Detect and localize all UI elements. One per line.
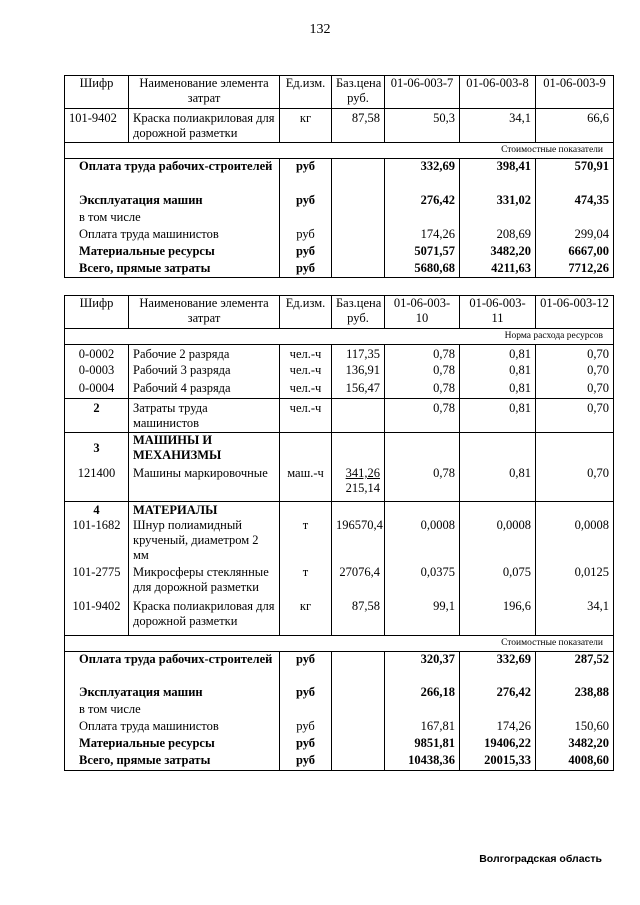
cost-value: 19406,22 (460, 736, 536, 753)
cost-unit: руб (280, 159, 332, 193)
cost-value: 474,35 (536, 193, 614, 210)
group-row (65, 433, 614, 464)
price-cell (332, 399, 385, 433)
resource-table-2 (64, 295, 614, 771)
resource-table-1 (64, 75, 614, 278)
cost-unit: руб (280, 685, 332, 702)
cost-value: 174,26 (460, 719, 536, 736)
cost-row (65, 210, 614, 227)
header-cell: 01-06-003-10 (385, 296, 460, 329)
cost-name: Материальные ресурсы (65, 244, 280, 261)
cost-value: 5071,57 (385, 244, 460, 261)
unit-cell: т (280, 565, 332, 599)
value-cell: 196,6 (460, 599, 536, 635)
cost-unit: руб (280, 651, 332, 685)
cost-name: Оплата труда рабочих-строителей (65, 651, 280, 685)
unit-cell: чел.-ч (280, 345, 332, 363)
name-cell: Машины маркировочные (129, 463, 280, 501)
cost-unit: руб (280, 227, 332, 244)
unit-cell: кг (280, 599, 332, 635)
cost-row (65, 719, 614, 736)
table-row (65, 518, 614, 565)
section-label: Норма расхода ресурсов (65, 329, 614, 345)
group-title: МАТЕРИАЛЫ (129, 501, 280, 518)
cost-name: Оплата труда машинистов (65, 227, 280, 244)
cost-row (65, 753, 614, 770)
name-cell: Рабочий 4 разряда (129, 381, 280, 399)
section-row (65, 635, 614, 651)
group-number: 4 (65, 501, 129, 518)
code-cell: 101-9402 (65, 109, 129, 143)
price-cell: 156,47 (332, 381, 385, 399)
code-cell: 101-9402 (65, 599, 129, 635)
name-cell: Рабочий 3 разряда (129, 363, 280, 381)
unit-cell: т (280, 518, 332, 565)
price-cell (332, 463, 385, 501)
table-row (65, 381, 614, 399)
value-cell: 0,81 (460, 463, 536, 501)
cost-row (65, 244, 614, 261)
cost-name: Эксплуатация машин (65, 685, 280, 702)
cost-name: Эксплуатация машин (65, 193, 280, 210)
table-row (65, 565, 614, 599)
unit-cell: кг (280, 109, 332, 143)
cost-value: 150,60 (536, 719, 614, 736)
cost-row (65, 685, 614, 702)
cost-value: 238,88 (536, 685, 614, 702)
cost-unit: руб (280, 244, 332, 261)
header-cell: 01-06-003-11 (460, 296, 536, 329)
cost-value: 7712,26 (536, 261, 614, 278)
cost-value: 398,41 (460, 159, 536, 193)
section-row (65, 143, 614, 159)
value-cell: 0,78 (385, 463, 460, 501)
price-cell: 27076,4 (332, 565, 385, 599)
price-cell: 117,35 (332, 345, 385, 363)
page-number: 132 (309, 22, 331, 37)
cost-value: 167,81 (385, 719, 460, 736)
cost-value: 9851,81 (385, 736, 460, 753)
unit-cell: чел.-ч (280, 399, 332, 433)
cost-unit: руб (280, 719, 332, 736)
value-cell: 34,1 (536, 599, 614, 635)
header-cell: Шифр (65, 296, 129, 329)
cost-value: 10438,36 (385, 753, 460, 770)
cost-value: 287,52 (536, 651, 614, 685)
header-cell: Наименование элемента затрат (129, 296, 280, 329)
section-row (65, 329, 614, 345)
value-cell: 0,81 (460, 363, 536, 381)
cost-value: 3482,20 (460, 244, 536, 261)
cost-unit: руб (280, 736, 332, 753)
cost-value: 331,02 (460, 193, 536, 210)
value-cell: 0,78 (385, 399, 460, 433)
cost-value: 299,04 (536, 227, 614, 244)
code-cell: 0-0004 (65, 381, 129, 399)
value-cell: 0,70 (536, 381, 614, 399)
table-row (65, 345, 614, 363)
value-cell: 0,70 (536, 363, 614, 381)
value-cell: 99,1 (385, 599, 460, 635)
cost-value: 276,42 (385, 193, 460, 210)
name-cell: Шнур полиамидный крученый, диаметром 2 мм (129, 518, 280, 565)
table-row (65, 363, 614, 381)
value-cell: 0,81 (460, 381, 536, 399)
header-cell: Наименование элемента затрат (129, 76, 280, 109)
price-cell: 136,91 (332, 363, 385, 381)
value-cell: 0,70 (536, 463, 614, 501)
cost-value: 6667,00 (536, 244, 614, 261)
cost-name: в том числе (65, 702, 280, 719)
code-cell: 101-2775 (65, 565, 129, 599)
value-cell: 34,1 (460, 109, 536, 143)
table-row (65, 109, 614, 143)
value-cell: 0,78 (385, 345, 460, 363)
code-cell: 101-1682 (65, 518, 129, 565)
price-cell: 87,58 (332, 109, 385, 143)
value-cell: 0,0008 (460, 518, 536, 565)
name-cell: Затраты труда машинистов (129, 399, 280, 433)
cost-name: Всего, прямые затраты (65, 753, 280, 770)
value-cell: 0,81 (460, 345, 536, 363)
cost-unit: руб (280, 193, 332, 210)
code-cell: 0-0002 (65, 345, 129, 363)
cost-unit: руб (280, 261, 332, 278)
cost-value: 20015,33 (460, 753, 536, 770)
price-value: 341,26 (345, 466, 380, 480)
value-cell: 0,0008 (385, 518, 460, 565)
cost-name: Оплата труда рабочих-строителей (65, 159, 280, 193)
cost-name: Оплата труда машинистов (65, 719, 280, 736)
unit-cell: чел.-ч (280, 381, 332, 399)
unit-cell: маш.-ч (280, 463, 332, 501)
table-row (65, 599, 614, 635)
name-cell: Рабочие 2 разряда (129, 345, 280, 363)
group-number: 2 (65, 399, 129, 433)
value-cell: 0,70 (536, 345, 614, 363)
value-cell: 0,0125 (536, 565, 614, 599)
code-cell: 0-0003 (65, 363, 129, 381)
header-cell: Баз.цена руб. (332, 76, 385, 109)
value-cell: 0,0375 (385, 565, 460, 599)
price-cell: 196570,4 (332, 518, 385, 565)
cost-name: в том числе (65, 210, 280, 227)
cost-row (65, 227, 614, 244)
price-value-secondary: 215,14 (345, 481, 380, 495)
header-cell: 01-06-003-7 (385, 76, 460, 109)
table-row (65, 399, 614, 433)
name-cell: Краска полиакриловая для дорожной разметки (129, 109, 280, 143)
header-cell: 01-06-003-9 (536, 76, 614, 109)
cost-value: 4008,60 (536, 753, 614, 770)
header-cell: Шифр (65, 76, 129, 109)
cost-value: 266,18 (385, 685, 460, 702)
cost-name: Всего, прямые затраты (65, 261, 280, 278)
header-cell: 01-06-003-12 (536, 296, 614, 329)
value-cell: 0,78 (385, 363, 460, 381)
cost-value: 332,69 (385, 159, 460, 193)
cost-row (65, 702, 614, 719)
header-cell: Ед.изм. (280, 76, 332, 109)
name-cell: Микросферы стеклянные для дорожной разметки (129, 565, 280, 599)
group-row (65, 501, 614, 518)
cost-row (65, 193, 614, 210)
value-cell: 0,0008 (536, 518, 614, 565)
cost-value: 4211,63 (460, 261, 536, 278)
table-header (65, 76, 614, 109)
header-cell: Ед.изм. (280, 296, 332, 329)
cost-value: 3482,20 (536, 736, 614, 753)
value-cell: 0,70 (536, 399, 614, 433)
cost-value: 570,91 (536, 159, 614, 193)
header-cell: 01-06-003-8 (460, 76, 536, 109)
value-cell: 0,075 (460, 565, 536, 599)
value-cell: 0,81 (460, 399, 536, 433)
group-number: 3 (65, 433, 129, 464)
value-cell: 66,6 (536, 109, 614, 143)
table-row (65, 463, 614, 501)
footer-region: Волгоградская область (479, 853, 602, 865)
cost-value: 208,69 (460, 227, 536, 244)
cost-row (65, 159, 614, 193)
cost-row (65, 261, 614, 278)
unit-cell: чел.-ч (280, 363, 332, 381)
cost-row (65, 736, 614, 753)
section-label: Стоимостные показатели (65, 635, 614, 651)
header-cell: Баз.цена руб. (332, 296, 385, 329)
cost-row (65, 651, 614, 685)
price-cell: 87,58 (332, 599, 385, 635)
group-title: МАШИНЫ И МЕХАНИЗМЫ (129, 433, 280, 464)
value-cell: 50,3 (385, 109, 460, 143)
cost-value: 332,69 (460, 651, 536, 685)
name-cell: Краска полиакриловая для дорожной разметки (129, 599, 280, 635)
cost-name: Материальные ресурсы (65, 736, 280, 753)
cost-value: 320,37 (385, 651, 460, 685)
code-cell: 121400 (65, 463, 129, 501)
cost-value: 174,26 (385, 227, 460, 244)
section-label: Стоимостные показатели (65, 143, 614, 159)
cost-unit: руб (280, 753, 332, 770)
cost-value: 276,42 (460, 685, 536, 702)
cost-value: 5680,68 (385, 261, 460, 278)
table-header (65, 296, 614, 329)
value-cell: 0,78 (385, 381, 460, 399)
